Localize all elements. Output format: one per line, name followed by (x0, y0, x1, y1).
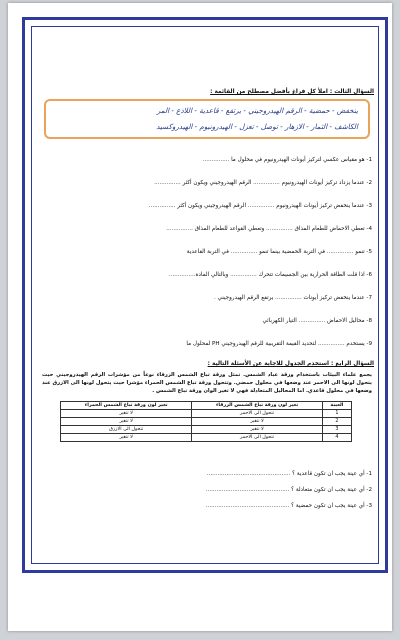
q3-item-6: 6- اذا قلت الطاقة الحرارية بين الجسيمات تتحرك ............... وبالتالي المادة............... (168, 272, 372, 278)
q3-item-8: 8- محاليل الاحماض ............... التيار الكهربائي (262, 318, 372, 324)
table-row (61, 418, 352, 426)
word-bank-line-2: الكاشف - الثمار - الازهار - توصل - تعزل - الهيدرونيوم - الهيدروكسيد (156, 122, 358, 131)
table-cell: 2 (322, 418, 351, 426)
table-cell: تتحول الى الاحمر (192, 434, 322, 442)
table-header-cell: العينة (322, 402, 351, 410)
table-cell: 3 (322, 426, 351, 434)
question-4-title: السؤال الرابع : استخدم الجدول للاجابة عن الأسئلة التالية : (207, 361, 374, 367)
q4-question-3: 3- أي عينة يجب ان تكون حمضية ؟ ............................................... (205, 503, 372, 509)
table-row (61, 434, 352, 442)
table-cell: تتحول الى الاحمر (192, 410, 322, 418)
question-3-title: السؤال الثالث : املأ كل فراغ بأفضل مصطلح من القائمة : (210, 89, 374, 95)
q4-question-1: 1- أي عينة يجب ان تكون قاعدية ؟ ............................................... (206, 471, 372, 477)
table-cell: لا تتغير (192, 426, 322, 434)
q3-item-4: 4- تعطي الاحماض للطعام المذاق ............... وتعطي القواعد للطعام المذاق ............... (166, 226, 372, 232)
table-row (61, 426, 352, 434)
table-cell: لا تتغير (61, 410, 192, 418)
table-cell: لا تتغير (61, 418, 192, 426)
q3-item-3: 3- عندما ينخفض تركيز أيونات الهيدرونيوم ............... الرقم الهيدروجيني ويكون أكثر ............... (148, 203, 372, 209)
table-cell: 1 (322, 410, 351, 418)
question-4-paragraph: يجمع علماء البيئات باستخدام ورقة عباد الشمس. تمثل ورقة تباع الشمس الزرقاء نوعاً من مؤشرات الرقم الهيدروجيني حيث يتحول لونها الى الاحمر عند وضعها في محلول حمضي. وتتحول ورقة تباع الشمس الحمراء مؤشرا حيث يتحول لونها الى الازرق عند وضعها في محلول قاعدي. اما المحاليل المتعادلة فهي لا تغير الوان ورقة تباع الشمس . (42, 372, 372, 394)
table-row (61, 410, 352, 418)
q4-question-2: 2- أي عينة يجب ان تكون متعادلة ؟ ............................................... (205, 487, 372, 493)
q3-item-1: 1- هو مقياس عكسي لتركيز أيونات الهيدرونيوم في محلول ما ............... (202, 157, 372, 163)
table-header-cell: تغير لون ورقة تباع الشمس الزرقاء (192, 402, 322, 410)
q3-item-7: 7- عندما ينخفض تركيز أيونات ............... يرتفع الرقم الهيدروجيني . (214, 295, 372, 301)
table-cell: تتحول الى الازرق (61, 426, 192, 434)
q3-item-2: 2- عندما يزداد تركيز أيونات الهيدرونيوم ............... الرقم الهيدروجيني ويكون أكثر ............... (154, 180, 372, 186)
table-cell: لا تتغير (192, 418, 322, 426)
table-cell: لا تتغير (61, 434, 192, 442)
document-page (8, 3, 392, 631)
word-bank-line-1: ينخفض - حمضية - الرقم الهيدروجيني - يرتفع - قاعدية - اللاذع - المر (156, 106, 358, 115)
word-bank-box (44, 99, 370, 139)
table-cell: 4 (322, 434, 351, 442)
samples-table (60, 401, 352, 442)
q3-item-9: 9- يستخدم ............... لتحديد القيمة التقريبية للرقم الهيدروجيني PH لمحلول ما (186, 341, 372, 347)
table-header-cell: تغير لون ورقة تباع الشمس الحمراء (61, 402, 192, 410)
q3-item-5: 5- تنمو ............... في التربة الحمضية بينما تنمو ............... في التربة القاعدية (186, 249, 372, 255)
table-header-row (61, 402, 352, 410)
